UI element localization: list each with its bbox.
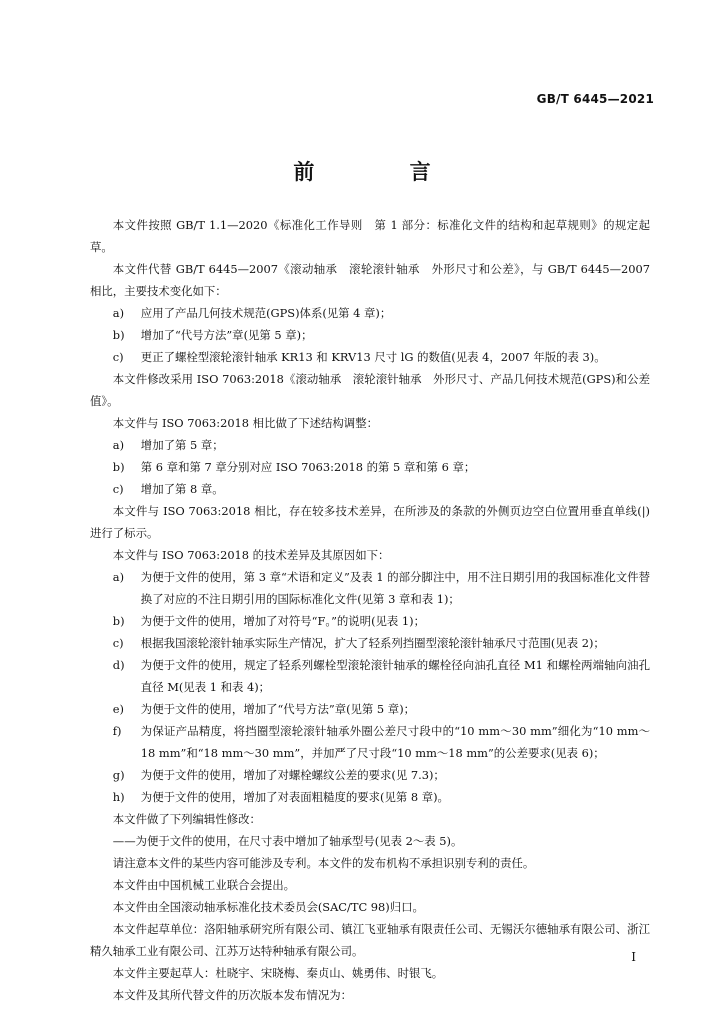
paragraph: 本文件做了下列编辑性修改： bbox=[112, 812, 261, 826]
list-item-label: a) bbox=[112, 570, 125, 584]
list-item-text: 增加了第 8 章。 bbox=[140, 482, 224, 496]
paragraph: 本文件与 ISO 7063:2018 的技术差异及其原因如下： bbox=[112, 548, 390, 562]
list-item-label: c) bbox=[112, 350, 124, 364]
dash-item: ——为便于文件的使用，在尺寸表中增加了轴承型号(见表 2～表 5)。 bbox=[112, 834, 463, 848]
list-item bbox=[90, 720, 650, 764]
list-item-text: 应用了产品几何技术规范(GPS)体系(见第 4 章)； bbox=[140, 306, 392, 320]
list-item-text: 为便于文件的使用，第 3 章“术语和定义”及表 1 的部分脚注中，用不注日期引用的我国标准化文件替换了对应的不注日期引用的国际标准化文件(见第 3 章和表 1)； bbox=[140, 570, 650, 606]
list-item-text: 增加了“代号方法”章(见第 5 章)； bbox=[140, 328, 313, 342]
list-item bbox=[90, 456, 650, 478]
list-item-text: 为保证产品精度，将挡圈型滚轮滚针轴承外圈公差尺寸段中的“10 mm～30 mm”细化为“10 mm～18 mm”和“18 mm～30 mm”，并加严了尺寸段“10 mm～18 mm”的公差要求(见表 6)； bbox=[140, 724, 650, 760]
list-item-label: b) bbox=[112, 614, 125, 628]
list-item bbox=[90, 698, 650, 720]
list-item-label: c) bbox=[112, 636, 124, 650]
list-item-label: d) bbox=[112, 658, 125, 672]
list-item bbox=[90, 434, 650, 456]
list-item-text: 为便于文件的使用，增加了“代号方法”章(见第 5 章)； bbox=[140, 702, 416, 716]
paragraph: 本文件与 ISO 7063:2018 相比做了下述结构调整： bbox=[112, 416, 378, 430]
list-item-text: 为便于文件的使用，增加了对表面粗糙度的要求(见第 8 章)。 bbox=[140, 790, 449, 804]
list-item-label: c) bbox=[112, 482, 124, 496]
list-item-text: 为便于文件的使用，规定了轻系列螺栓型滚轮滚针轴承的螺栓径向油孔直径 M1 和螺栓两端轴向油孔直径 M(见表 1 和表 4)； bbox=[140, 658, 650, 694]
list-item bbox=[90, 478, 650, 500]
list-item bbox=[90, 302, 650, 324]
list-item-label: a) bbox=[112, 306, 125, 320]
paragraph: 请注意本文件的某些内容可能涉及专利。本文件的发布机构不承担识别专利的责任。 bbox=[112, 856, 535, 870]
list-item bbox=[90, 764, 650, 786]
list-item-text: 为便于文件的使用，增加了对符号“F。”的说明(见表 1)； bbox=[140, 614, 425, 628]
paragraph: 本文件修改采用 ISO 7063:2018《滚动轴承 滚轮滚针轴承 外形尺寸、产品几何技术规范(GPS)和公差值》。 bbox=[90, 372, 650, 408]
paragraph: 本文件代替 GB/T 6445—2007《滚动轴承 滚轮滚针轴承 外形尺寸和公差》，与 GB/T 6445—2007 相比，主要技术变化如下： bbox=[90, 262, 650, 298]
list-item bbox=[90, 566, 650, 610]
paragraph: 本文件及其所代替文件的历次版本发布情况为： bbox=[112, 988, 353, 1002]
list-item-label: b) bbox=[112, 460, 125, 474]
list-item bbox=[90, 632, 650, 654]
list-item-label: g) bbox=[112, 768, 125, 782]
list-item-label: h) bbox=[112, 790, 125, 804]
paragraph: 本文件由中国机械工业联合会提出。 bbox=[112, 878, 296, 892]
document-code: GB/T 6445—2021 bbox=[536, 92, 654, 106]
list-item-label: f) bbox=[112, 724, 122, 738]
list-item-text: 更正了螺栓型滚轮滚针轴承 KR13 和 KRV13 尺寸 lG 的数值(见表 4，2007 年版的表 3)。 bbox=[140, 350, 606, 364]
list-item-text: 第 6 章和第 7 章分别对应 ISO 7063:2018 的第 5 章和第 6 章； bbox=[140, 460, 476, 474]
list-item-text: 为便于文件的使用，增加了对螺栓螺纹公差的要求(见 7.3)； bbox=[140, 768, 445, 782]
list-item-label: e) bbox=[112, 702, 124, 716]
list-item-text: 增加了第 5 章； bbox=[140, 438, 224, 452]
list-item-label: b) bbox=[112, 328, 125, 342]
page-title: 前 言 bbox=[293, 160, 475, 184]
page-number: I bbox=[631, 950, 636, 964]
paragraph: 本文件起草单位：洛阳轴承研究所有限公司、镇江飞亚轴承有限责任公司、无锡沃尔德轴承有限公司、浙江精久轴承工业有限公司、江苏万达特种轴承有限公司。 bbox=[90, 922, 650, 958]
list-item bbox=[90, 346, 650, 368]
paragraph: 本文件主要起草人：杜晓宇、宋晓梅、秦贞山、姚勇伟、时银飞。 bbox=[112, 966, 444, 980]
paragraph: 本文件由全国滚动轴承标准化技术委员会(SAC/TC 98)归口。 bbox=[112, 900, 424, 914]
list-item bbox=[90, 610, 650, 632]
document-body bbox=[90, 214, 650, 1006]
paragraph: 本文件按照 GB/T 1.1—2020《标准化工作导则 第 1 部分：标准化文件的结构和起草规则》的规定起草。 bbox=[90, 218, 650, 254]
list-item-text: 根据我国滚轮滚针轴承实际生产情况，扩大了轻系列挡圈型滚轮滚针轴承尺寸范围(见表 2)； bbox=[140, 636, 605, 650]
list-item-label: a) bbox=[112, 438, 125, 452]
list-item bbox=[90, 324, 650, 346]
list-item bbox=[90, 786, 650, 808]
list-item bbox=[90, 654, 650, 698]
paragraph: 本文件与 ISO 7063:2018 相比，存在较多技术差异，在所涉及的条款的外侧页边空白位置用垂直单线(|)进行了标示。 bbox=[90, 504, 650, 540]
